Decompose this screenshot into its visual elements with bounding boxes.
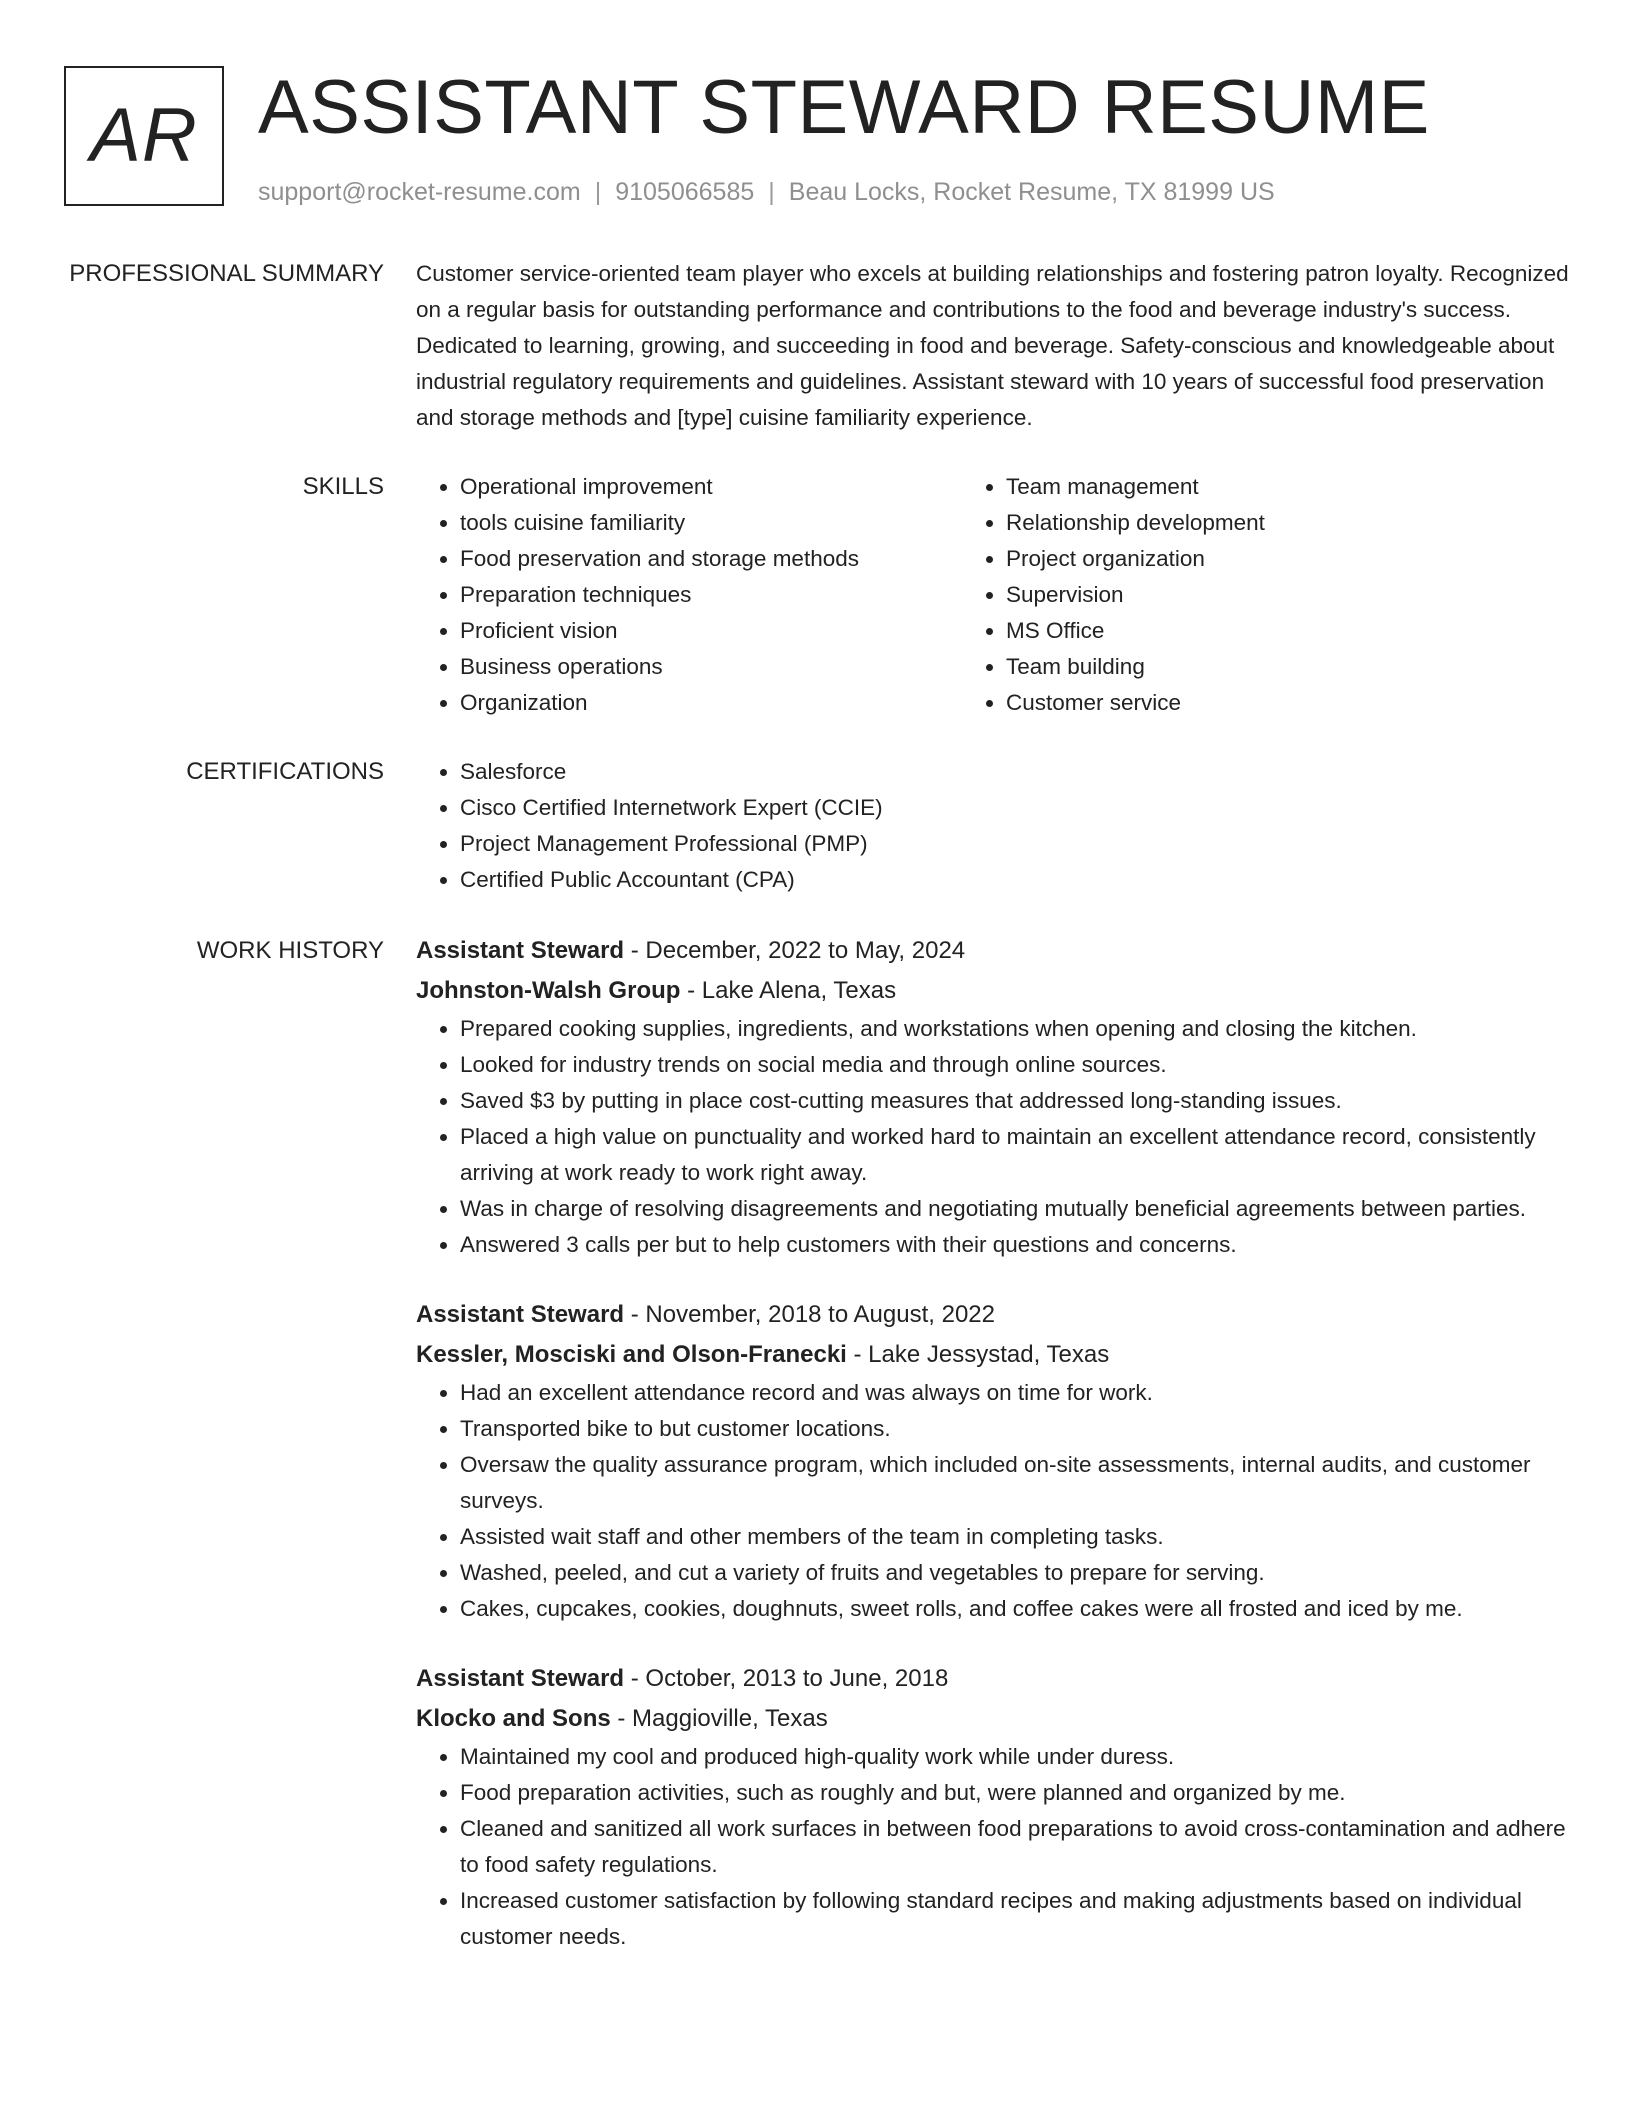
job-duties-list: [416, 1375, 1574, 1627]
job-dates: - October, 2013 to June, 2018: [624, 1665, 949, 1692]
certification-item: • Salesforce: [460, 754, 1574, 790]
contact-separator: |: [594, 178, 602, 206]
skills-label: SKILLS: [302, 473, 384, 500]
skills-column-left: [416, 469, 962, 721]
monogram-box: [64, 66, 224, 206]
job-dates: - December, 2022 to May, 2024: [624, 937, 966, 964]
certification-item: • Certified Public Accountant (CPA): [460, 862, 1574, 898]
skill-item: • Team building: [1006, 649, 1508, 685]
contact-phone: 9105066585: [615, 178, 755, 206]
skill-item: • tools cuisine familiarity: [460, 505, 962, 541]
job-title: Assistant Steward: [416, 937, 625, 964]
job-entry: [416, 1295, 1574, 1627]
job-title-line: [416, 1295, 1574, 1335]
skill-item: • Team management: [1006, 469, 1508, 505]
job-duty: • Placed a high value on punctuality and worked hard to maintain an excellent attendance record, consistently arriving at work ready to work right away.: [460, 1119, 1574, 1191]
resume-content: [64, 256, 1574, 1955]
skill-item: • Preparation techniques: [460, 577, 962, 613]
job-duty: • Looked for industry trends on social media and through online sources.: [460, 1047, 1574, 1083]
certification-item: • Project Management Professional (PMP): [460, 826, 1574, 862]
skill-item: • Supervision: [1006, 577, 1508, 613]
job-duty: • Cakes, cupcakes, cookies, doughnuts, sweet rolls, and coffee cakes were all frosted and iced by me.: [460, 1591, 1574, 1627]
certifications-body: [416, 754, 1574, 898]
job-company-line: [416, 971, 1574, 1011]
resume-title: ASSISTANT STEWARD RESUME: [258, 65, 1430, 150]
certifications-label: CERTIFICATIONS: [186, 758, 384, 785]
job-company: Kessler, Mosciski and Olson-Franecki: [416, 1341, 847, 1368]
skills-body: [416, 469, 1574, 721]
job-duty: • Oversaw the quality assurance program, which included on-site assessments, internal audits, and customer surveys.: [460, 1447, 1574, 1519]
job-duty: • Was in charge of resolving disagreements and negotiating mutually beneficial agreements between parties.: [460, 1191, 1574, 1227]
work-history-label: WORK HISTORY: [196, 937, 384, 964]
job-duty: • Answered 3 calls per but to help customers with their questions and concerns.: [460, 1227, 1574, 1263]
work-history-section: [64, 931, 1574, 1955]
job-duty: • Maintained my cool and produced high-quality work while under duress.: [460, 1739, 1574, 1775]
contact-line: [258, 176, 1275, 209]
job-duties-list: [416, 1739, 1574, 1955]
skills-list-right: [962, 469, 1508, 721]
summary-body: [416, 256, 1574, 436]
job-entry: [416, 931, 1574, 1263]
skill-item: • Relationship development: [1006, 505, 1508, 541]
summary-section: [64, 256, 1574, 436]
summary-text: Customer service-oriented team player who excels at building relationships and fostering patron loyalty. Recognized on a regular basis for outstanding performance and contributions to the food and beverage industry's success. Dedicated to learning, growing, and succeeding in food and beverage. Safety-conscious and knowledgeable about industrial regulatory requirements and guidelines. Assistant steward with 10 years of successful food preservation and storage methods and [type] cuisine familiarity experience.: [416, 261, 1569, 430]
skills-column-right: [962, 469, 1508, 721]
skill-item: • Food preservation and storage methods: [460, 541, 962, 577]
contact-separator: |: [768, 178, 775, 206]
job-duty: • Washed, peeled, and cut a variety of fruits and vegetables to prepare for serving.: [460, 1555, 1574, 1591]
job-duty: • Assisted wait staff and other members of the team in completing tasks.: [460, 1519, 1574, 1555]
skill-item: • Project organization: [1006, 541, 1508, 577]
certifications-list: [416, 754, 1574, 898]
job-company-line: [416, 1699, 1574, 1739]
job-duty: • Prepared cooking supplies, ingredients, and workstations when opening and closing the kitchen.: [460, 1011, 1574, 1047]
job-title-line: [416, 931, 1574, 971]
certification-item: • Cisco Certified Internetwork Expert (CCIE): [460, 790, 1574, 826]
job-duty: • Transported bike to but customer locations.: [460, 1411, 1574, 1447]
certifications-section: [64, 754, 1574, 898]
skills-section: [64, 469, 1574, 721]
job-duty: • Food preparation activities, such as roughly and but, were planned and organized by me.: [460, 1775, 1574, 1811]
job-title: Assistant Steward: [416, 1301, 625, 1328]
job-duties-list: [416, 1011, 1574, 1263]
skill-item: • Business operations: [460, 649, 962, 685]
job-title: Assistant Steward: [416, 1665, 625, 1692]
contact-address: Beau Locks, Rocket Resume, TX 81999 US: [788, 178, 1275, 206]
contact-email: support@rocket-resume.com: [258, 178, 581, 206]
job-company: Klocko and Sons: [416, 1705, 611, 1732]
skill-item: • Proficient vision: [460, 613, 962, 649]
work-history-body: [416, 931, 1574, 1955]
job-duty: • Cleaned and sanitized all work surfaces in between food preparations to avoid cross-contamination and adhere to food safety regulations.: [460, 1811, 1574, 1883]
job-duty: • Had an excellent attendance record and was always on time for work.: [460, 1375, 1574, 1411]
job-duty: • Increased customer satisfaction by following standard recipes and making adjustments based on individual customer needs.: [460, 1883, 1574, 1955]
job-company: Johnston-Walsh Group: [416, 977, 681, 1004]
skill-item: • MS Office: [1006, 613, 1508, 649]
skill-item: • Customer service: [1006, 685, 1508, 721]
job-duty: • Saved $3 by putting in place cost-cutting measures that addressed long-standing issues.: [460, 1083, 1574, 1119]
skill-item: • Operational improvement: [460, 469, 962, 505]
skill-item: • Organization: [460, 685, 962, 721]
job-location: - Lake Jessystad, Texas: [846, 1341, 1110, 1368]
job-title-line: [416, 1659, 1574, 1699]
job-location: - Maggioville, Texas: [610, 1705, 828, 1732]
summary-label: PROFESSIONAL SUMMARY: [69, 260, 384, 287]
skills-list-left: [416, 469, 962, 721]
job-dates: - November, 2018 to August, 2022: [624, 1301, 995, 1328]
job-company-line: [416, 1335, 1574, 1375]
job-location: - Lake Alena, Texas: [680, 977, 897, 1004]
monogram-initials: AR: [90, 93, 198, 178]
job-entry: [416, 1659, 1574, 1955]
resume-header: [64, 66, 1584, 212]
